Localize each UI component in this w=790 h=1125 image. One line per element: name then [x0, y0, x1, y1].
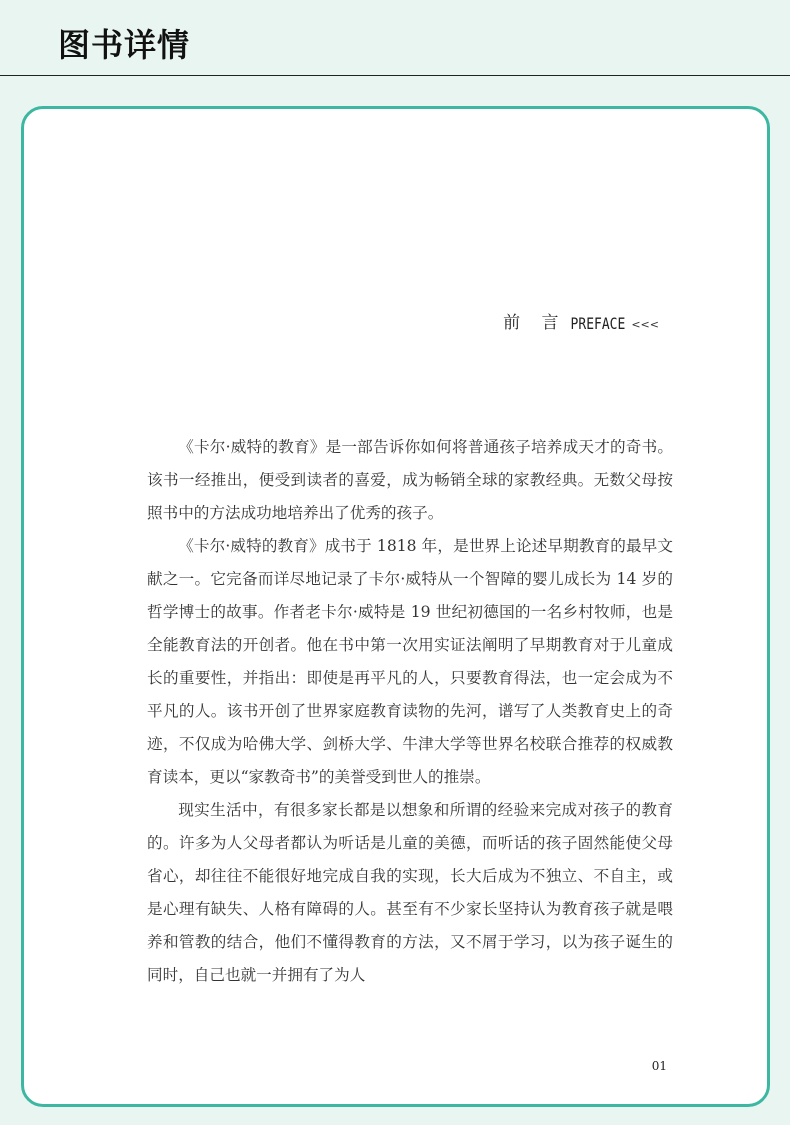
preface-heading-en: PREFACE	[570, 315, 626, 334]
paragraph: 《卡尔·威特的教育》成书于 1818 年，是世界上论述早期教育的最早文献之一。它完备而详尽地记录了卡尔·威特从一个智障的婴儿成长为 14 岁的哲学博士的故事。作者老卡尔·威特是 19 世纪初德国的一名乡村牧师，也是全能教育法的开创者。他在书中第一次用实证法阐明了早期教育对于儿童成长的重要性，并指出：即使是再平凡的人，只要教育得法，也一定会成为不平凡的人。该书开创了世界家庭教育读物的先河，谱写了人类教育史上的奇迹，不仅成为哈佛大学、剑桥大学、牛津大学等世界名校联合推荐的权威教育读本，更以“家教奇书”的美誉受到世人的推崇。	[147, 537, 673, 786]
preface-arrows: <<<	[631, 318, 659, 331]
paragraph: 《卡尔·威特的教育》是一部告诉你如何将普通孩子培养成天才的奇书。该书一经推出，便受到读者的喜爱，成为畅销全球的家教经典。无数父母按照书中的方法成功地培养出了优秀的孩子。	[147, 438, 673, 522]
page-title: 图书详情	[58, 26, 191, 64]
preface-body	[147, 431, 673, 992]
preface-heading	[503, 311, 659, 337]
book-page-card	[21, 106, 770, 1107]
preface-heading-cn: 前 言	[503, 313, 567, 333]
page-number: 01	[651, 1059, 667, 1073]
page-header	[0, 0, 790, 76]
paragraph: 现实生活中，有很多家长都是以想象和所谓的经验来完成对孩子的教育的。许多为人父母者都认为听话是儿童的美德，而听话的孩子固然能使父母省心，却往往不能很好地完成自我的实现，长大后成为不独立、不自主，或是心理有缺失、人格有障碍的人。甚至有不少家长坚持认为教育孩子就是喂养和管教的结合，他们不懂得教育的方法，又不屑于学习，以为孩子诞生的同时，自己也就一并拥有了为人	[147, 801, 673, 984]
